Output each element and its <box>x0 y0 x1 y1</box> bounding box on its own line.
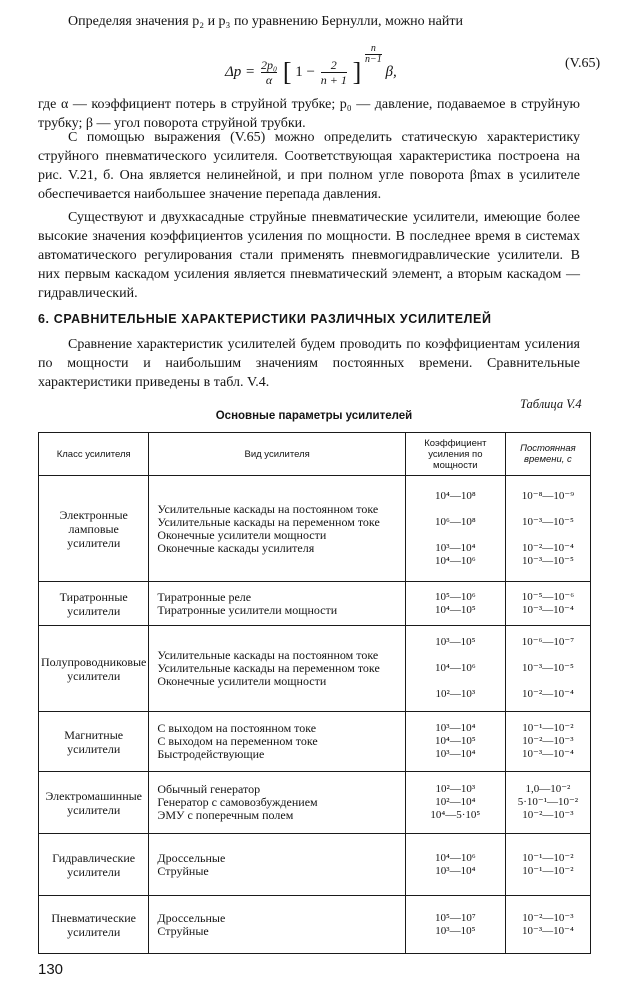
kind-cell: С выходом на постоянном токе С выходом на переменном токе Быстродействующие <box>149 712 405 772</box>
paragraph-characteristic: С помощью выражения (V.65) можно определить статическую характеристику струйного пневматического усилителя. Соответствующая характеристика построена на рис. V.21, б. Она является нелинейной, и при полном угле поворота βmax в усилителе обеспечивается наибольшее значение перепада давления. <box>38 130 580 202</box>
header-kind: Вид усилителя <box>149 433 405 476</box>
table-row-group <box>39 626 591 712</box>
class-cell: Электромашинные усилители <box>39 772 149 834</box>
kind-cell: Тиратронные реле Тиратронные усилители мощности <box>149 582 405 626</box>
equation-number: (V.65) <box>565 56 601 71</box>
table-row-group <box>39 476 591 582</box>
section-heading: 6. СРАВНИТЕЛЬНЫЕ ХАРАКТЕРИСТИКИ РАЗЛИЧНЫХ УСИЛИТЕЛЕЙ <box>38 312 492 326</box>
gain-cell: 10³—10⁵ 10⁴—10⁶ 10²—10³ <box>405 626 505 712</box>
paragraph-comparison: Сравнение характеристик усилителей будем проводить по коэффициентам усиления по мощности и наибольшим значениям постоянных времени. Сравнительные характеристики приведены в табл. V.4. <box>38 337 580 390</box>
formula-v65: Δp = $\frac{\text{2p₀}}{\alpha}$ [ 1 − $\frac{2}{n + 1}$ ] $\frac{n}{n-1}$ β, <box>225 43 397 88</box>
kind-cell: Дроссельные Струйные <box>149 896 405 954</box>
table-row-group <box>39 712 591 772</box>
gain-cell: 10³—10⁴ 10⁴—10⁵ 10³—10⁴ <box>405 712 505 772</box>
table-row-group <box>39 582 591 626</box>
paragraph-after-formula: где α — коэффициент потерь в струйной трубке; p₀ — давление, подаваемое в струйную трубку; β — угол поворота струйной трубки. <box>38 97 580 131</box>
gain-cell: 10⁴—10⁸ 10⁶—10⁸ 10³—10⁴ 10⁴—10⁶ <box>405 476 505 582</box>
class-cell: Тиратронные усилители <box>39 582 149 626</box>
time-cell: 10⁻¹—10⁻² 10⁻²—10⁻³ 10⁻³—10⁻⁴ <box>505 712 590 772</box>
paragraph-twostage: Существуют и двухкасадные струйные пневматические усилители, имеющие более высокие значения коэффициентов усиления по мощности. В последнее время в системах автоматического регулирования стали применять пневмогидравлические усилители. В них первым каскадом усиления является пневматический элемент, а вторым каскадом — гидравлический. <box>38 210 580 301</box>
gain-cell: 10⁵—10⁶ 10⁴—10⁵ <box>405 582 505 626</box>
time-cell: 10⁻⁸—10⁻⁹ 10⁻³—10⁻⁵ 10⁻²—10⁻⁴ 10⁻³—10⁻⁵ <box>505 476 590 582</box>
time-cell: 10⁻⁵—10⁻⁶ 10⁻³—10⁻⁴ <box>505 582 590 626</box>
table-row-group <box>39 834 591 896</box>
kind-cell: Усилительные каскады на постоянном токе Усилительные каскады на переменном токе Оконечные усилители мощности <box>149 626 405 712</box>
gain-cell: 10⁴—10⁶ 10³—10⁴ <box>405 834 505 896</box>
class-cell: Магнитные усилители <box>39 712 149 772</box>
gain-cell: 10⁵—10⁷ 10³—10⁵ <box>405 896 505 954</box>
time-cell: 1,0—10⁻² 5·10⁻¹—10⁻² 10⁻²—10⁻³ <box>505 772 590 834</box>
formula-fraction: $\frac{2}{n + 1}$ <box>320 58 347 88</box>
kind-cell: Обычный генератор Генератор с самовозбуждением ЭМУ с поперечным полем <box>149 772 405 834</box>
table-header-row <box>39 433 591 476</box>
gain-cell: 10²—10³ 10²—10⁴ 10⁴—5·10⁵ <box>405 772 505 834</box>
page-number: 130 <box>38 961 64 978</box>
class-cell: Полупроводниковые усилители <box>39 626 149 712</box>
formula-lhs: Δp = <box>225 64 256 80</box>
formula-exponent: $\frac{n}{n-1}$ <box>365 43 382 65</box>
amplifier-parameters-table <box>38 432 591 954</box>
class-cell: Гидравлические усилители <box>39 834 149 896</box>
header-time: Постоянная времени, с <box>505 433 590 476</box>
header-gain: Коэффициент усиления по мощности <box>405 433 505 476</box>
table-label: Таблица V.4 <box>520 397 582 411</box>
class-cell: Электронные ламповые усилители <box>39 476 149 582</box>
time-cell: 10⁻⁶—10⁻⁷ 10⁻³—10⁻⁵ 10⁻²—10⁻⁴ <box>505 626 590 712</box>
header-class: Класс усилителя <box>39 433 149 476</box>
time-cell: 10⁻²—10⁻³ 10⁻³—10⁻⁴ <box>505 896 590 954</box>
class-cell: Пневматические усилители <box>39 896 149 954</box>
table-row-group <box>39 896 591 954</box>
time-cell: 10⁻¹—10⁻² 10⁻¹—10⁻² <box>505 834 590 896</box>
formula-coefficient: $\frac{\text{2p₀}}{\alpha}$ <box>260 58 278 88</box>
table-title: Основные параметры усилителей <box>215 410 413 422</box>
kind-cell: Дроссельные Струйные <box>149 834 405 896</box>
paragraph-intro: Определяя значения p₂ и p₃ по уравнению Бернулли, можно найти <box>68 14 463 29</box>
table-row-group <box>39 772 591 834</box>
kind-cell: Усилительные каскады на постоянном токе Усилительные каскады на переменном токе Оконечные усилители мощности Оконечные каскады усилителя <box>149 476 405 582</box>
